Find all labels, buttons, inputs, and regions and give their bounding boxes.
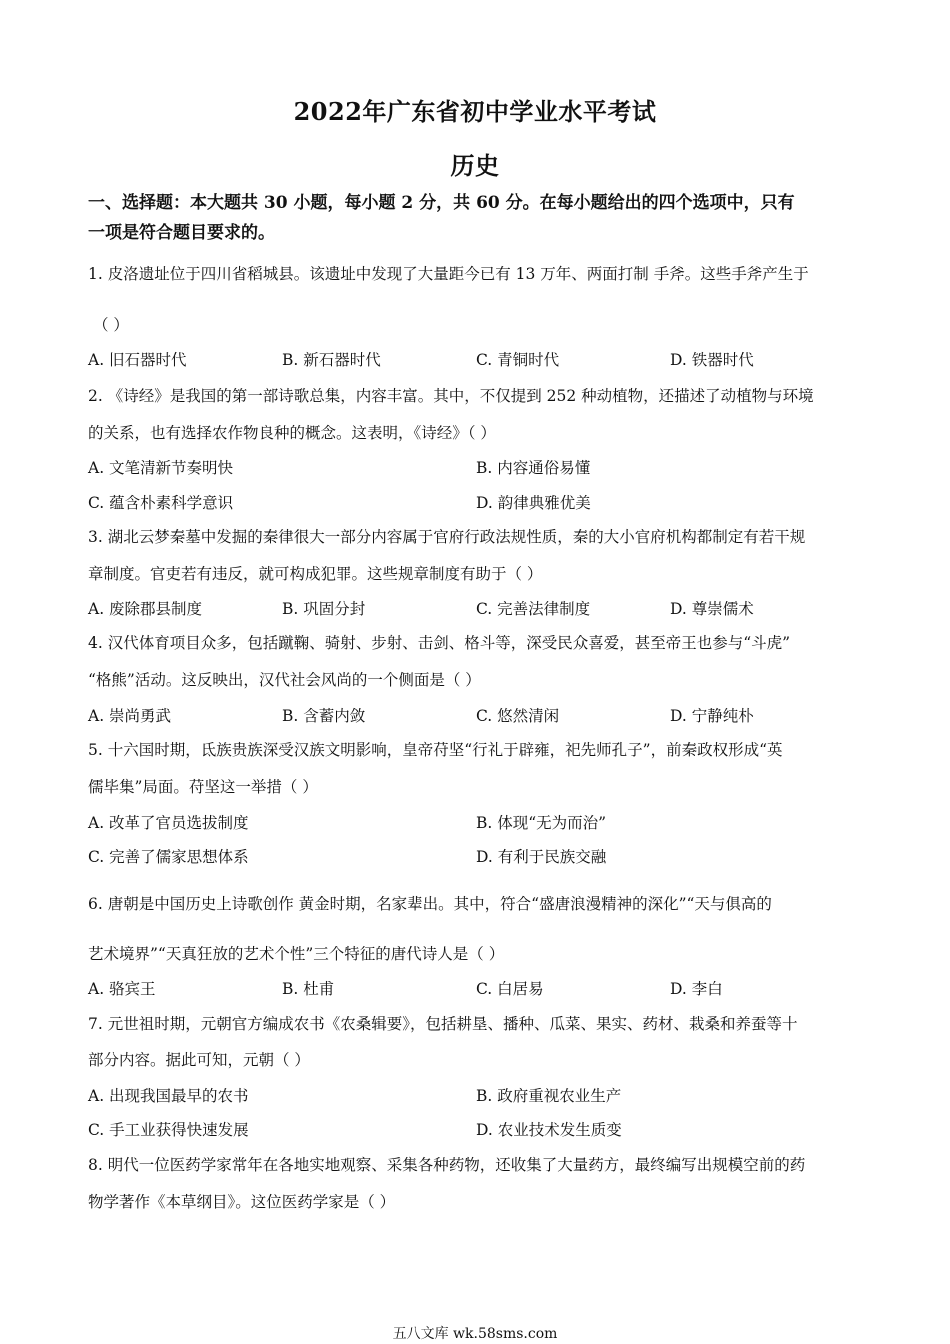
question-7-stem-line-1: 7. 元世祖时期，元朝官方编成农书《农桑辑要》，包括耕垦、播种、瓜菜、果实、药材、栽桑和养蚕等十 <box>88 1015 798 1033</box>
question-4-option-a: A. 崇尚勇武 <box>88 707 172 725</box>
question-4-stem-line-1: 4. 汉代体育项目众多，包括蹴鞠、骑射、步射、击剑、格斗等，深受民众喜爱，甚至帝王也参与“斗虎” <box>88 634 791 652</box>
question-3-option-a: A. 废除郡县制度 <box>88 600 203 618</box>
question-7-stem-line-2: 部分内容。据此可知，元朝（ ） <box>88 1051 310 1069</box>
question-5-stem-line-2: 儒毕集”局面。苻坚这一举措（ ） <box>88 778 318 796</box>
question-2-option-b: B. 内容通俗易懂 <box>476 459 591 477</box>
question-6-option-a: A. 骆宾王 <box>88 980 156 998</box>
exam-title: 2022年广东省初中学业水平考试 <box>293 97 657 126</box>
question-6-stem-line-1: 6. 唐朝是中国历史上诗歌创作 黄金时期，名家辈出。其中，符合“盛唐浪漫精神的深化”“天与俱高的 <box>88 895 772 913</box>
question-2-stem-line-2: 的关系，也有选择农作物良种的概念。这表明，《诗经》（ ） <box>88 424 496 442</box>
question-2-option-a: A. 文笔清新节奏明快 <box>88 459 234 477</box>
question-6-option-d: D. 李白 <box>670 980 723 998</box>
question-1-option-d: D. 铁器时代 <box>670 351 754 369</box>
question-3-stem-line-1: 3. 湖北云梦秦墓中发掘的秦律很大一部分内容属于官府行政法规性质，秦的大小官府机构都制定有若干规 <box>88 528 806 546</box>
question-1-stem-line-1: 1. 皮洛遗址位于四川省稻城县。该遗址中发现了大量距今已有 13 万年、两面打制 手斧。这些手斧产生于 <box>88 265 809 283</box>
question-3-option-b: B. 巩固分封 <box>282 600 366 618</box>
question-7-option-a: A. 出现我国最早的农书 <box>88 1087 249 1105</box>
question-5-option-d: D. 有利于民族交融 <box>476 848 607 866</box>
question-3-stem-line-2: 章制度。官吏若有违反，就可构成犯罪。这些规章制度有助于（ ） <box>88 565 543 583</box>
question-5-stem-line-1: 5. 十六国时期，氐族贵族深受汉族文明影响，皇帝苻坚“行礼于辟雍，祀先师孔子”，前秦政权形成“英 <box>88 741 783 759</box>
subject-title: 历史 <box>450 151 500 180</box>
question-5-option-b: B. 体现“无为而治” <box>476 814 607 832</box>
question-8-stem-line-2: 物学著作《本草纲目》。这位医药学家是（ ） <box>88 1193 396 1211</box>
question-6-option-b: B. 杜甫 <box>282 980 335 998</box>
footer-watermark: 五八文库 wk.58sms.com <box>392 1326 558 1342</box>
question-3-option-c: C. 完善法律制度 <box>476 600 591 618</box>
question-7-option-c: C. 手工业获得快速发展 <box>88 1121 249 1139</box>
question-6-option-c: C. 白居易 <box>476 980 544 998</box>
section-heading-line-2: 一项是符合题目要求的。 <box>88 223 275 243</box>
question-1-option-b: B. 新石器时代 <box>282 351 381 369</box>
section-heading-line-1: 一、选择题：本大题共 30 小题，每小题 2 分，共 60 分。在每小题给出的四个选项中，只有 <box>88 193 795 213</box>
question-4-option-d: D. 宁静纯朴 <box>670 707 754 725</box>
question-5-option-a: A. 改革了官员选拔制度 <box>88 814 249 832</box>
question-3-option-d: D. 尊崇儒术 <box>670 600 754 618</box>
question-2-stem-line-1: 2. 《诗经》是我国的第一部诗歌总集，内容丰富。其中，不仅提到 252 种动植物，还描述了动植物与环境 <box>88 387 814 405</box>
question-1-option-a: A. 旧石器时代 <box>88 351 187 369</box>
question-5-option-c: C. 完善了儒家思想体系 <box>88 848 249 866</box>
question-8-stem-line-1: 8. 明代一位医药学家常年在各地实地观察、采集各种药物，还收集了大量药方，最终编写出规模空前的药 <box>88 1156 806 1174</box>
question-7-option-b: B. 政府重视农业生产 <box>476 1087 622 1105</box>
question-7-option-d: D. 农业技术发生质变 <box>476 1121 622 1139</box>
question-4-option-c: C. 悠然清闲 <box>476 707 560 725</box>
question-1-option-c: C. 青铜时代 <box>476 351 560 369</box>
question-1-stem-line-2: （ ） <box>93 316 129 334</box>
question-2-option-c: C. 蕴含朴素科学意识 <box>88 494 234 512</box>
question-4-stem-line-2: “格熊”活动。这反映出，汉代社会风尚的一个侧面是（ ） <box>88 671 481 689</box>
question-6-stem-line-2: 艺术境界”“天真狂放的艺术个性”三个特征的唐代诗人是（ ） <box>88 945 505 963</box>
question-2-option-d: D. 韵律典雅优美 <box>476 494 591 512</box>
question-4-option-b: B. 含蓄内敛 <box>282 707 366 725</box>
